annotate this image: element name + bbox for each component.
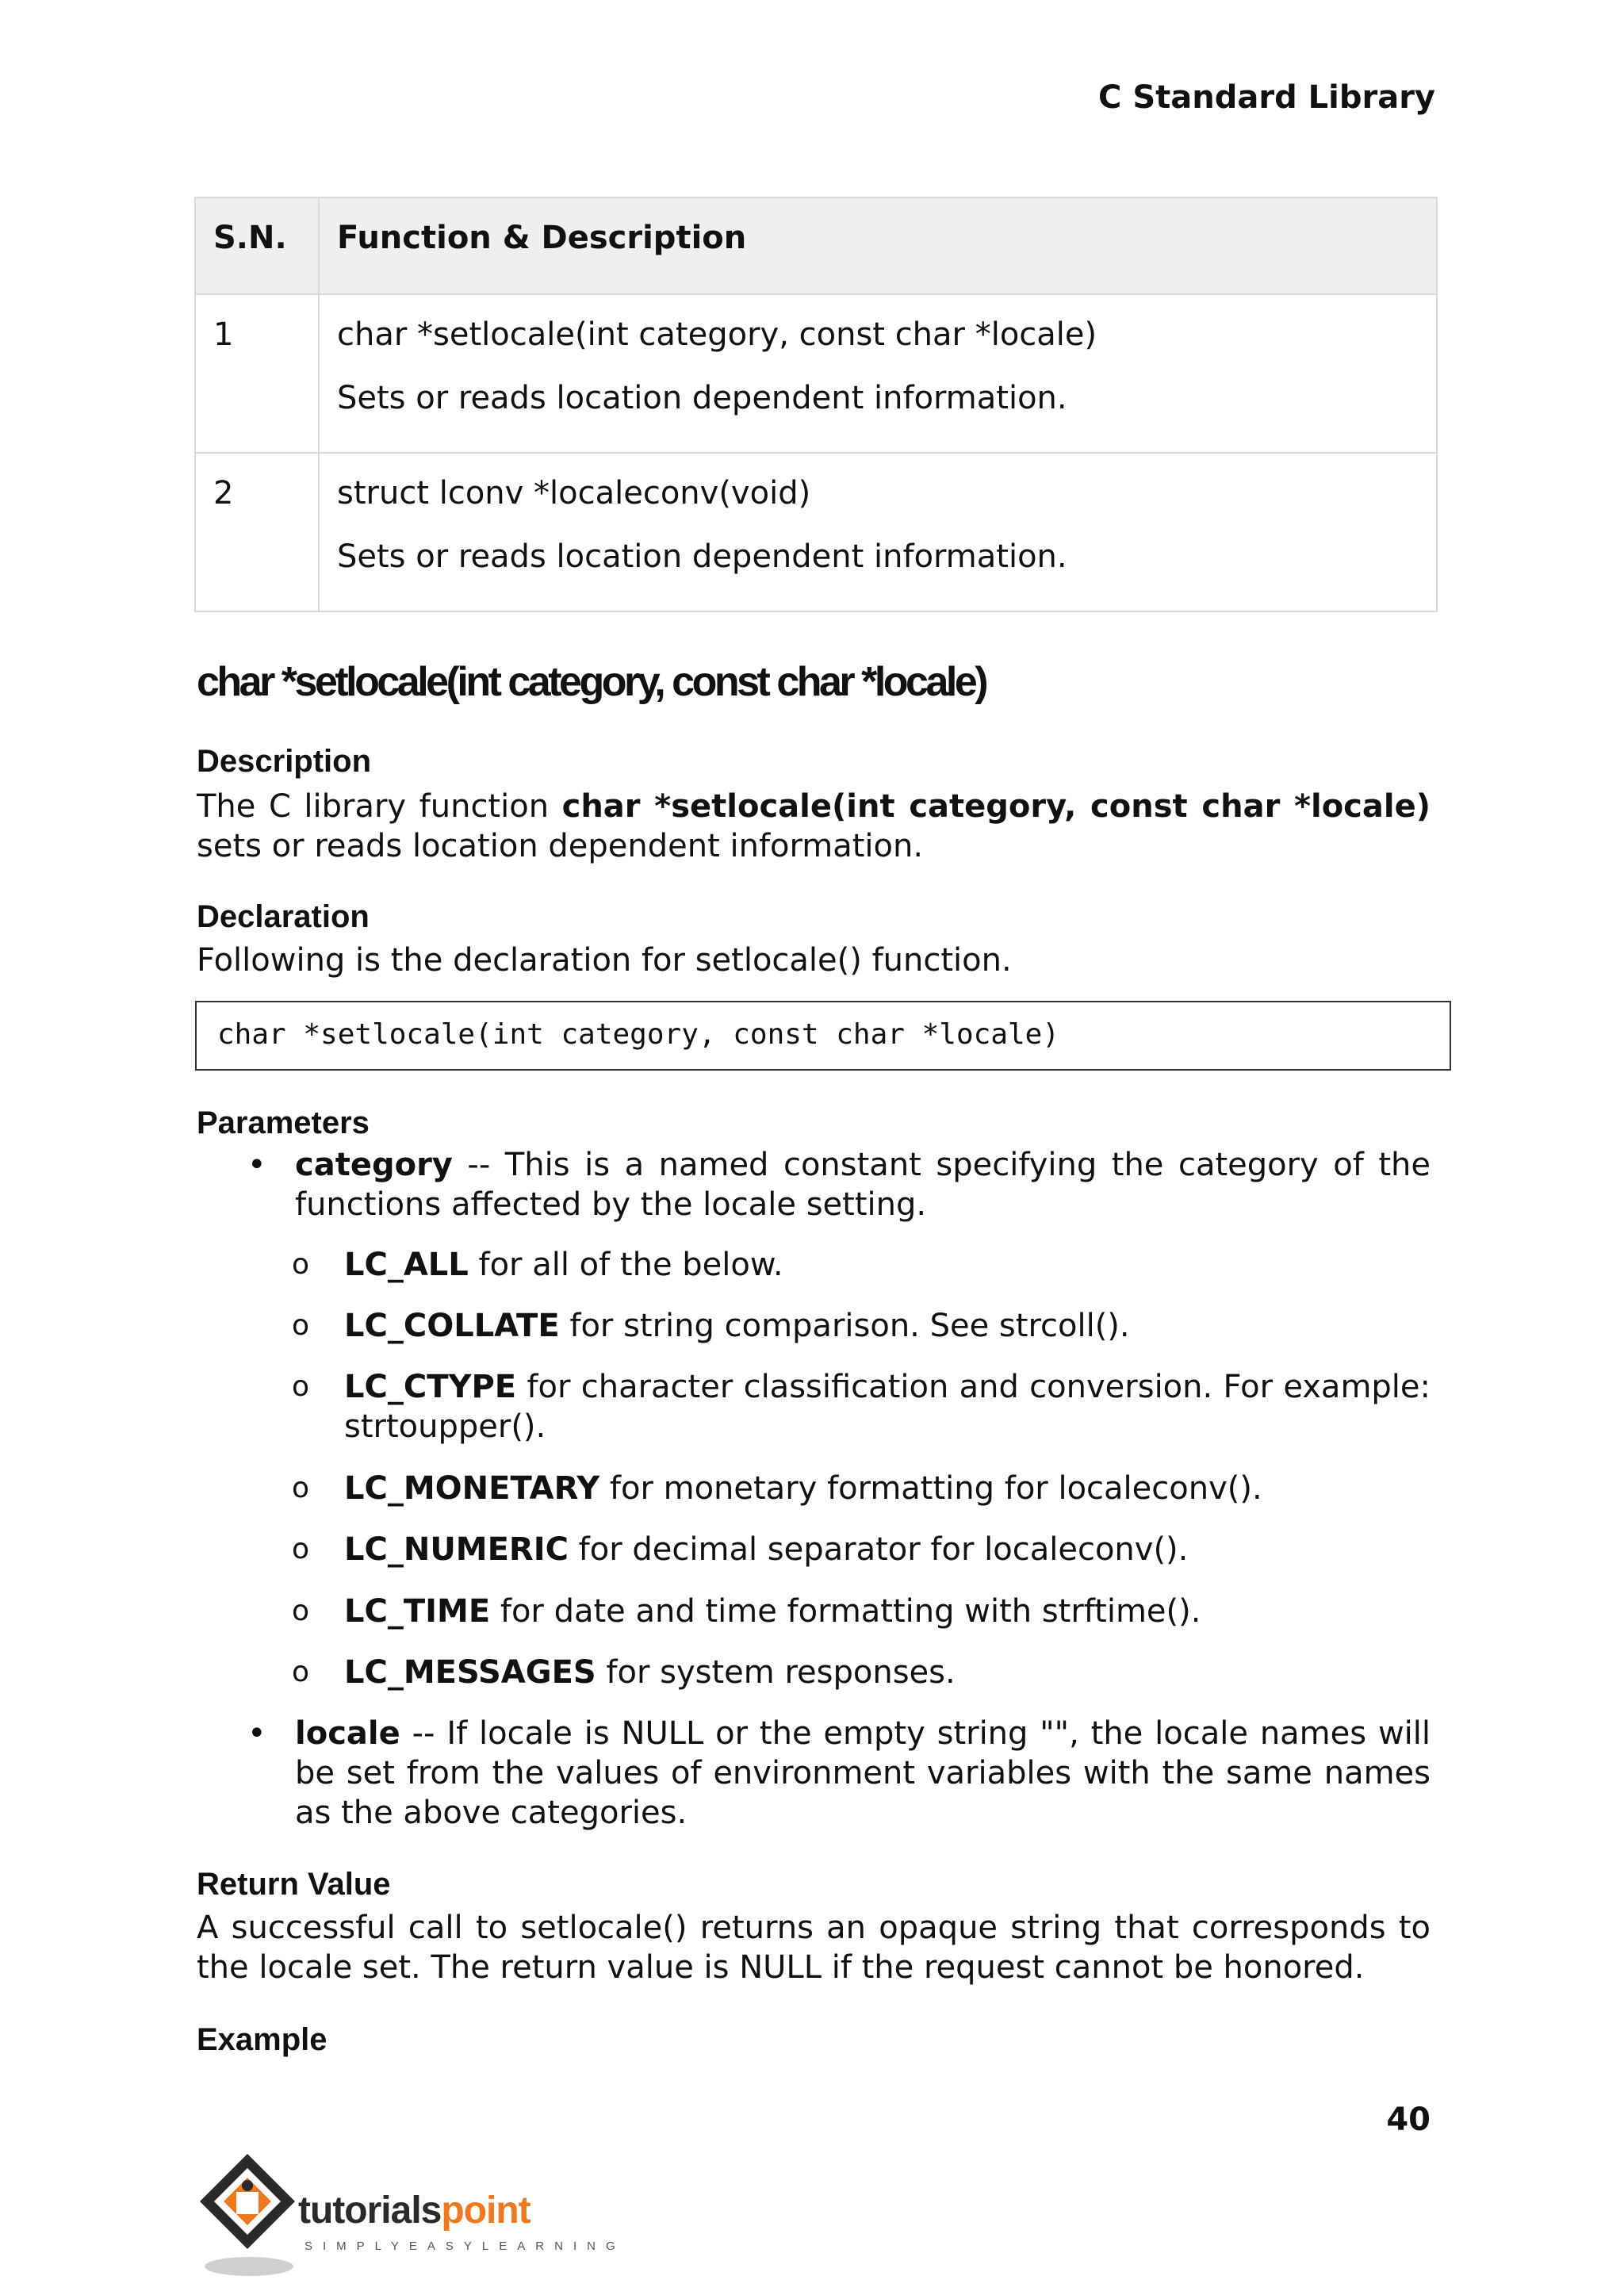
function-description: Sets or reads location dependent information. [337, 538, 1067, 575]
return-value-heading: Return Value [197, 1867, 391, 1902]
tutorialspoint-logo [195, 2149, 626, 2284]
parameter-item-category [247, 1145, 1431, 1224]
option-name: LC_COLLATE [344, 1308, 560, 1344]
bullet-ring-icon: o [292, 1533, 310, 1565]
option-text: for all of the below. [468, 1247, 783, 1283]
category-option [292, 1530, 1431, 1569]
table-header-row [195, 197, 1437, 294]
section-title: char *setlocale(int category, const char *locale) [197, 659, 986, 705]
declaration-paragraph: Following is the declaration for setlocale() function. [197, 942, 1012, 979]
parameter-name: locale [295, 1715, 400, 1752]
function-signature: char *setlocale(int category, const char *locale) [337, 316, 1097, 353]
option-name: LC_TIME [344, 1593, 491, 1630]
parameters-heading: Parameters [197, 1105, 370, 1140]
function-cell [319, 294, 1437, 453]
bullet-ring-icon: o [292, 1248, 310, 1281]
option-name: LC_MESSAGES [344, 1654, 596, 1691]
parameter-text: -- If locale is NULL or the empty string "", the locale names will be set from the values of environment variables with the same names as the above categories. [295, 1715, 1431, 1831]
code-block [195, 1001, 1451, 1071]
column-header-sn: S.N. [195, 197, 319, 294]
option-text: for system responses. [596, 1654, 956, 1691]
option-text: for monetary formatting for localeconv(). [599, 1470, 1262, 1507]
logo-emblem-icon [195, 2149, 306, 2284]
category-option [292, 1306, 1431, 1346]
logo-tagline: SIMPLYEASYLEARNING [304, 2239, 626, 2253]
option-name: LC_MONETARY [344, 1470, 600, 1507]
declaration-heading: Declaration [197, 899, 370, 934]
category-option [292, 1469, 1431, 1508]
bullet-ring-icon: o [292, 1656, 310, 1688]
function-description: Sets or reads location dependent information. [337, 380, 1067, 416]
bullet-disc-icon: • [247, 1147, 266, 1183]
option-text: for date and time formatting with strftime(). [490, 1593, 1201, 1630]
option-text: for character classification and conversion. For example: strtoupper(). [344, 1369, 1431, 1445]
option-name: LC_CTYPE [344, 1369, 517, 1405]
row-number: 2 [195, 453, 319, 611]
description-text-lead: The C library function [197, 788, 562, 825]
parameter-item-locale [247, 1714, 1431, 1833]
row-number: 1 [195, 294, 319, 453]
category-option [292, 1592, 1431, 1631]
option-name: LC_ALL [344, 1247, 469, 1283]
column-header-function: Function & Description [319, 197, 1437, 294]
bullet-ring-icon: o [292, 1370, 310, 1403]
option-text: for decimal separator for localeconv(). [568, 1531, 1189, 1568]
description-paragraph [197, 787, 1431, 866]
bullet-ring-icon: o [292, 1309, 310, 1342]
category-option [292, 1367, 1431, 1446]
functions-table [194, 197, 1438, 612]
code-line: char *setlocale(int category, const char *locale) [217, 1018, 1060, 1051]
logo-wordmark [298, 2189, 530, 2232]
description-text-tail: sets or reads location dependent information. [197, 828, 924, 864]
bullet-disc-icon: • [247, 1715, 266, 1752]
category-option [292, 1245, 1431, 1285]
logo-word-point: point [441, 2190, 530, 2232]
bullet-ring-icon: o [292, 1472, 310, 1504]
description-heading: Description [197, 744, 372, 779]
function-cell [319, 453, 1437, 611]
example-heading: Example [197, 2022, 327, 2057]
table-row [195, 294, 1437, 453]
description-function-name: char *setlocale(int category, const char *locale) [561, 788, 1431, 825]
function-signature: struct lconv *localeconv(void) [337, 475, 811, 511]
page-number: 40 [1386, 2102, 1431, 2138]
parameter-name: category [295, 1147, 453, 1183]
bullet-ring-icon: o [292, 1595, 310, 1627]
parameter-text: -- This is a named constant specifying the category of the functions affected by the locale setting. [295, 1147, 1431, 1223]
category-option [292, 1653, 1431, 1692]
return-value-paragraph: A successful call to setlocale() returns an opaque string that corresponds to the locale set. The return value is NULL if the request cannot be honored. [197, 1910, 1431, 1986]
running-header: C Standard Library [1098, 79, 1435, 116]
option-name: LC_NUMERIC [344, 1531, 569, 1568]
table-row [195, 453, 1437, 611]
option-text: for string comparison. See strcoll(). [559, 1308, 1130, 1344]
logo-word-tutorials: tutorials [298, 2190, 442, 2232]
